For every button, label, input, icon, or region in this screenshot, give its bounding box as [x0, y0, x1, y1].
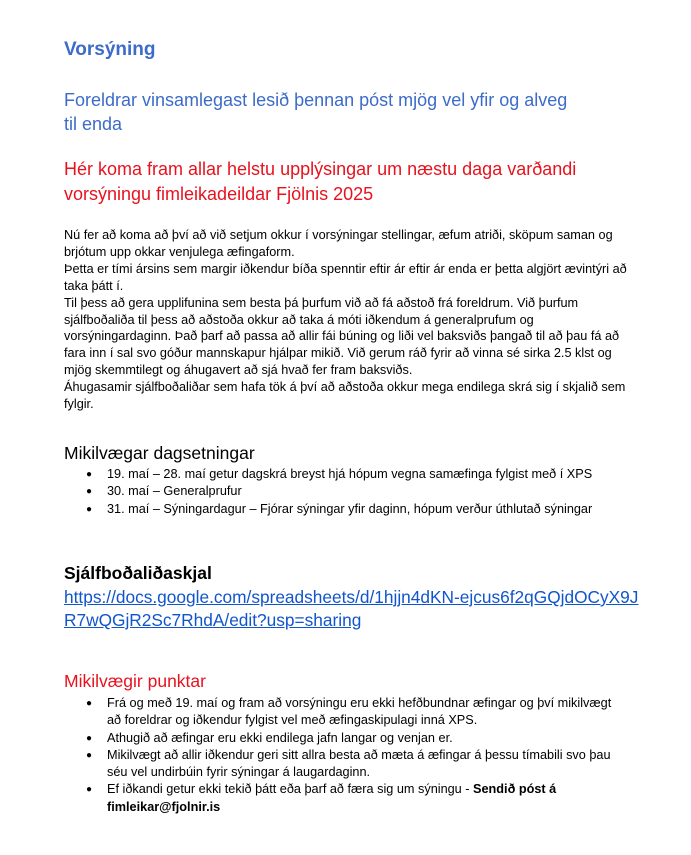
dates-list: [83, 466, 653, 518]
intro-paragraph: Til þess að gera upplifunina sem besta þá þurfum við að fá aðstoð frá foreldrum. Við þurfum sjálfboðaliða til þess að aðstoða okkur að taka á móti iðkendum á generalprufum og vorsýningardaginn. Það þarf að passa að allir fái búning og liði vel baksviðs þangað til að þau fá að fara inn í sal svo góður mannskapur hjálpar mikið. Við gerum ráð fyrir að vinna sé sirka 2.5 klst og mjög skemmtilegt og áhugavert að sjá hvað fer fram baksviðs.: [64, 295, 620, 378]
volunteer-sheet-link[interactable]: https://docs.google.com/spreadsheets/d/1hjjn4dKN-ejcus6f2qGQjdOCyX9JR7wQGjR2Sc7RhdA/edit?usp=sharing: [64, 587, 639, 630]
list-item: [83, 781, 623, 816]
email-instruction: Sendið póst á fimleikar@fjolnir.is: [107, 782, 557, 814]
intro-text: [64, 227, 639, 413]
points-heading: Mikilvægir punktar: [64, 671, 206, 691]
list-item: ● 30. maí – Generalprufur: [83, 483, 653, 500]
list-item: ● 31. maí – Sýningardagur – Fjórar sýningar yfir daginn, hópum verður úthlutað sýningar: [83, 501, 653, 518]
intro-paragraph: Þetta er tími ársins sem margir iðkendur bíða spenntir eftir ár eftir ár enda er þetta algjört ævintýri að taka þátt í.: [64, 261, 627, 293]
intro-paragraph: Nú fer að koma að því að við setjum okkur í vorsýningar stellingar, æfum atriði, sköpum saman og brjótum upp okkar venjulega æfingaform.: [64, 228, 613, 259]
list-item-text: Ef iðkandi getur ekki tekið þátt eða þarf að færa sig um sýningu -: [107, 782, 474, 797]
parents-notice: Foreldrar vinsamlegast lesið þennan póst mjög vel yfir og alveg til enda: [64, 90, 568, 134]
list-item: ● Mikilvægt að allir iðkendur geri sitt allra besta að mæta á æfingar á þessu tímabili svo þau séu vel undirbúin fyrir sýningar á laugardaginn.: [83, 747, 623, 782]
volunteer-heading: Sjálfboðaliðaskjal: [64, 563, 212, 583]
list-item: ● 19. maí – 28. maí getur dagskrá breyst hjá hópum vegna samæfinga fylgist með í XPS: [83, 466, 653, 483]
list-item: ● Athugið að æfingar eru ekki endilega jafn langar og venjan er.: [83, 730, 623, 747]
page-title: Vorsýning: [64, 39, 156, 60]
list-item: ● Frá og með 19. maí og fram að vorsýningu eru ekki hefðbundnar æfingar og því mikilvægt að foreldrar og iðkendur fylgist vel með æfingaskipulagi inná XPS.: [83, 695, 623, 730]
intro-paragraph: Áhugasamir sjálfboðaliðar sem hafa tök á því að aðstoða okkur mega endilega skrá sig í skjalið sem fylgir.: [64, 380, 626, 412]
info-heading: Hér koma fram allar helstu upplýsingar um næstu daga varðandi vorsýningu fimleikadeildar Fjölnis 2025: [64, 159, 577, 204]
dates-heading: Mikilvægar dagsetningar: [64, 443, 255, 463]
points-list: [83, 695, 623, 816]
